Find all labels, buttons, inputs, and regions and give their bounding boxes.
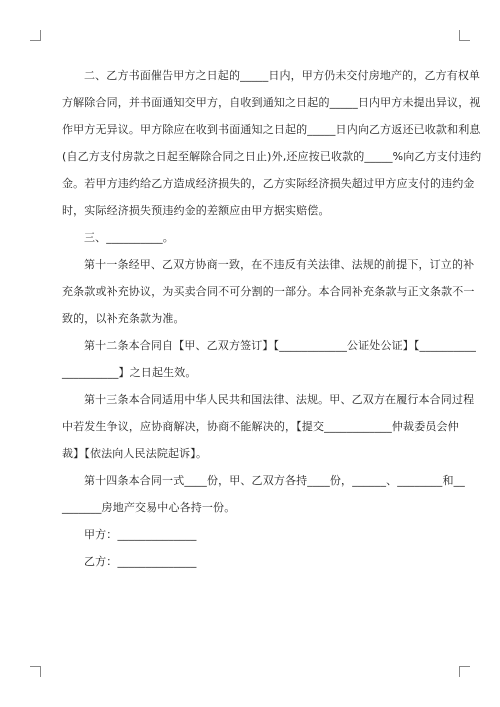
text-line: 中若发生争议，应协商解决，协商不能解决的，【提交____________仲裁委员会仲 <box>62 420 459 433</box>
text-line: 充条款或补充协议，为买卖合同不可分割的一部分。本合同补充条款与正文条款不一 <box>62 285 475 298</box>
text-line: 三、__________。 <box>84 231 174 244</box>
text-line: 第十三条本合同适用中华人民共和国法律、法规。甲、乙双方在履行本合同过程 <box>84 393 475 406</box>
text-line: 方解除合同，并书面通知交甲方，自收到通知之日起的_____日内甲方未提出异议，视 <box>62 96 481 109</box>
crop-mark-top-right <box>459 30 470 41</box>
text-line: 第十二条本合同自【甲、乙双方签订】【____________公证处公证】【__________ <box>84 339 477 352</box>
text-line: 第十一条经甲、乙双方协商一致，在不违反有关法律、法规的前提下，订立的补 <box>84 258 475 271</box>
text-line: 第十四条本合同一式____份，甲、乙双方各持____份，______、________和__ <box>84 474 465 487</box>
crop-mark-bottom-right <box>459 666 470 677</box>
text-line: (自乙方支付房款之日起至解除合同之日止)外,还应按已收款的_____%向乙方支付违约 <box>62 150 482 163</box>
crop-mark-top-left <box>30 30 41 41</box>
text-line: _______房地产交易中心各持一份。 <box>62 501 236 514</box>
text-line: __________】之日起生效。 <box>62 366 197 379</box>
text-line: 裁】【依法向人民法院起诉】。 <box>62 447 208 460</box>
party-b-signature-line: 乙方：______________ <box>84 555 197 568</box>
text-line: 金。若甲方违约给乙方造成经济损失的，乙方实际经济损失超过甲方应支付的违约金 <box>62 177 475 190</box>
text-line: 作甲方无异议。甲方除应在收到书面通知之日起的_____日内向乙方返还已收款和利息 <box>62 123 481 136</box>
text-line: 致的，以补充条款为准。 <box>62 312 185 325</box>
text-line: 二、乙方书面催告甲方之日起的_____日内，甲方仍未交付房地产的，乙方有权单 <box>84 69 481 82</box>
crop-mark-bottom-left <box>30 666 41 677</box>
text-line: 时，实际经济损失预违约金的差额应由甲方据实赔偿。 <box>62 204 330 217</box>
party-a-signature-line: 甲方：______________ <box>84 528 197 541</box>
